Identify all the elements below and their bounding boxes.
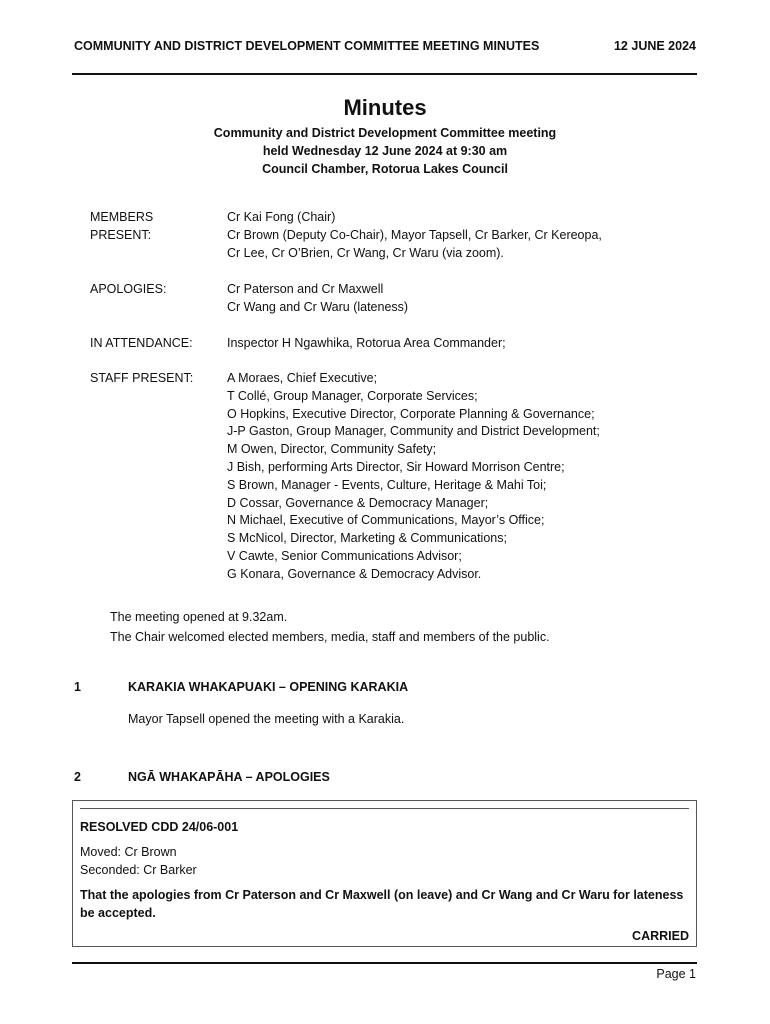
footer-divider — [72, 962, 697, 964]
staff-line: V Cawte, Senior Communications Advisor; — [227, 548, 462, 563]
in-attendance-list — [227, 335, 687, 353]
member-line: Cr Brown (Deputy Co-Chair), Mayor Tapsell, Cr Barker, Cr Kereopa, — [227, 227, 602, 242]
staff-present-label: STAFF PRESENT: — [90, 371, 194, 385]
staff-line: O Hopkins, Executive Director, Corporate Planning & Governance; — [227, 406, 595, 421]
subtitle-line: Council Chamber, Rotorua Lakes Council — [262, 162, 508, 176]
staff-line: M Owen, Director, Community Safety; — [227, 442, 437, 457]
opening-line: The meeting opened at 9.32am. — [110, 610, 288, 624]
apology-line: Cr Wang and Cr Waru (lateness) — [227, 299, 409, 314]
item-body: Mayor Tapsell opened the meeting with a Karakia. — [128, 712, 405, 726]
item-title: KARAKIA WHAKAPUAKI – OPENING KARAKIA — [128, 680, 409, 694]
header-divider — [72, 73, 697, 75]
resolution-text: That the apologies from Cr Paterson and Cr Maxwell (on leave) and Cr Wang and Cr Waru for lateness be accepted. — [80, 888, 684, 920]
members-present-label: MEMBERS PRESENT: — [90, 210, 154, 242]
staff-line: G Konara, Governance & Democracy Advisor. — [227, 566, 482, 581]
attendee-line: Inspector H Ngawhika, Rotorua Area Commander; — [227, 336, 506, 350]
document-subtitle — [0, 124, 770, 178]
staff-line: T Collé, Group Manager, Corporate Services; — [227, 388, 478, 403]
staff-line: A Moraes, Chief Executive; — [227, 371, 378, 385]
opening-line: The Chair welcomed elected members, media, staff and members of the public. — [110, 630, 550, 644]
header-date: 12 JUNE 2024 — [613, 39, 696, 53]
resolution-heading: RESOLVED CDD 24/06-001 — [80, 820, 239, 834]
subtitle-line: held Wednesday 12 June 2024 at 9:30 am — [262, 144, 508, 158]
staff-line: J-P Gaston, Group Manager, Community and District Development; — [227, 424, 600, 439]
page-number: Page 1 — [656, 967, 696, 981]
apologies-label: APOLOGIES: — [90, 282, 167, 296]
item-title: NGĀ WHAKAPĀHA – APOLOGIES — [128, 770, 330, 784]
seconded-by: Seconded: Cr Barker — [80, 863, 197, 877]
resolution-movers — [80, 843, 197, 879]
staff-line: S McNicol, Director, Marketing & Communications; — [227, 531, 507, 546]
apology-line: Cr Paterson and Cr Maxwell — [227, 282, 384, 296]
staff-present-list — [227, 370, 687, 584]
apologies-list — [227, 281, 687, 317]
staff-line: D Cossar, Governance & Democracy Manager; — [227, 495, 489, 510]
member-line: Cr Lee, Cr O’Brien, Cr Wang, Cr Waru (via zoom). — [227, 245, 504, 260]
resolution-outcome: CARRIED — [632, 929, 689, 943]
in-attendance-label: IN ATTENDANCE: — [90, 336, 193, 350]
moved-by: Moved: Cr Brown — [80, 845, 177, 859]
item-number: 1 — [74, 680, 81, 694]
item-number: 2 — [74, 770, 81, 784]
member-line: Cr Kai Fong (Chair) — [227, 210, 336, 224]
staff-line: J Bish, performing Arts Director, Sir Howard Morrison Centre; — [227, 459, 565, 474]
staff-line: S Brown, Manager - Events, Culture, Heritage & Mahi Toi; — [227, 477, 547, 492]
header-title: COMMUNITY AND DISTRICT DEVELOPMENT COMMITTEE MEETING MINUTES — [74, 39, 540, 53]
staff-line: N Michael, Executive of Communications, Mayor’s Office; — [227, 513, 545, 528]
members-present-list — [227, 209, 687, 262]
document-title: Minutes — [343, 95, 427, 120]
subtitle-line: Community and District Development Committee meeting — [213, 126, 557, 140]
opening-statement — [110, 607, 550, 647]
